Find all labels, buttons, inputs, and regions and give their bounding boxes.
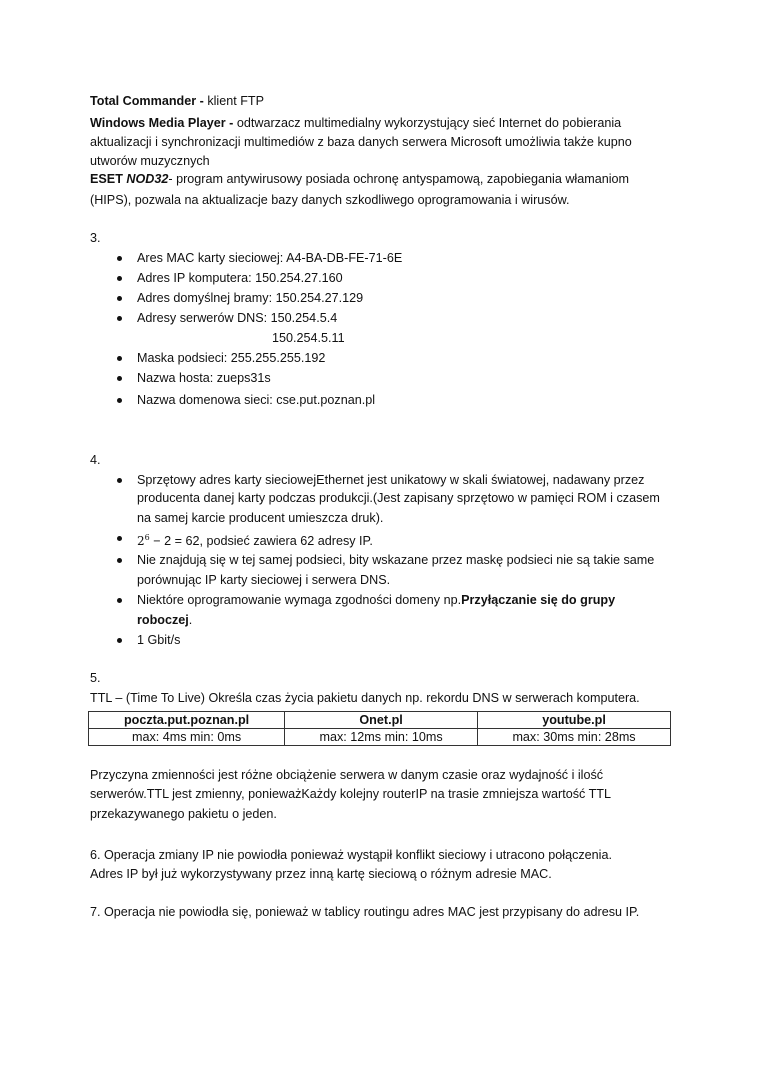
list-item: Adresy serwerów DNS: 150.254.5.4: [137, 311, 338, 325]
list-item: Ares MAC karty sieciowej: A4-BA-DB-FE-71-6E: [137, 251, 403, 265]
wmp-name: Windows Media Player -: [90, 116, 237, 130]
list-item: Adres domyślnej bramy: 150.254.27.129: [137, 291, 364, 305]
eset-desc: - program antywirusowy posiada ochronę antyspamową, zapobiegania włamaniom: [168, 172, 630, 186]
bullet: [117, 296, 122, 301]
list-item-line: na samej karcie producent umieszcza druk).: [137, 511, 384, 525]
bullet: [117, 638, 122, 643]
bullet: [117, 478, 122, 483]
bullet: [117, 376, 122, 381]
list-item: Nazwa domenowa sieci: cse.put.poznan.pl: [137, 393, 376, 407]
tc-line: [90, 91, 264, 111]
ttl-table: [88, 711, 671, 746]
tc-name: Total Commander -: [90, 94, 208, 108]
table-row: [89, 729, 671, 746]
section-4-number: 4.: [90, 453, 101, 467]
bullet: [117, 356, 122, 361]
table-header-row: [89, 712, 671, 729]
bullet: [117, 558, 122, 563]
bullet: [117, 256, 122, 261]
section-5-number: 5.: [90, 671, 101, 685]
section-3-number: 3.: [90, 231, 101, 245]
table-header: youtube.pl: [478, 712, 671, 729]
eset-desc-2: (HIPS), pozwala na aktualizacje bazy danych szkodliwego oprogramowania i wirusów.: [90, 193, 570, 207]
list-item: Adres IP komputera: 150.254.27.160: [137, 271, 343, 285]
eset-line: [90, 169, 629, 189]
list-item: Niektóre oprogramowanie wymaga zgodności domeny np.Przyłączanie się do grupy: [137, 593, 616, 607]
bullet: [117, 276, 122, 281]
eset-product: NOD32: [126, 172, 169, 186]
table-cell: max: 12ms min: 10ms: [285, 729, 478, 746]
formula-item: $2^6 - 2 = 62$, podsieć zawiera 62 adresy IP.: [137, 533, 373, 548]
list-item: Nie znajdują się w tej samej podsieci, bity wskazane przez maskę podsieci nie są takie same: [137, 553, 655, 567]
bullet: [117, 398, 122, 403]
paragraph-line: przekazywanego pakietu o jeden.: [90, 807, 277, 821]
table-header: Onet.pl: [285, 712, 478, 729]
bullet: [117, 316, 122, 321]
section-6-line: 6. Operacja zmiany IP nie powiodła ponieważ wystąpił konflikt sieciowy i utracono połączenia.: [90, 848, 612, 862]
list-item-continuation: 150.254.5.11: [272, 331, 345, 345]
paragraph-line: serwerów.TTL jest zmienny, ponieważKażdy kolejny routerIP na trasie zmniejsza wartość TTL: [90, 787, 611, 801]
tc-desc: klient FTP: [207, 94, 265, 108]
table-cell: max: 30ms min: 28ms: [478, 729, 671, 746]
paragraph-line: Przyczyna zmienności jest różne obciążenie serwera w danym czasie oraz wydajność i ilość: [90, 768, 604, 782]
list-item-line: roboczej.: [137, 613, 193, 627]
wmp-desc-2: aktualizacji i synchronizacji multimediów z baza danych serwera Microsoft umożliwia także kupno: [90, 135, 632, 149]
list-item: Maska podsieci: 255.255.255.192: [137, 351, 326, 365]
list-item: Sprzętowy adres karty sieciowejEthernet jest unikatowy w skali światowej, nadawany przez: [137, 473, 645, 487]
list-item-line: producenta danej karty podczas produkcji.(Jest zapisany sprzętowo w pamięci ROM i czasem: [137, 491, 660, 505]
wmp-line: [90, 113, 621, 133]
section-7-line: 7. Operacja nie powiodła się, ponieważ w tablicy routingu adres MAC jest przypisany do adresu IP.: [90, 905, 640, 919]
ttl-definition: TTL – (Time To Live) Określa czas życia pakietu danych np. rekordu DNS w serwerach komputera.: [90, 691, 640, 705]
list-item-line: porównując IP karty sieciowej i serwera DNS.: [137, 573, 391, 587]
table-cell: max: 4ms min: 0ms: [89, 729, 285, 746]
list-item: Nazwa hosta: zueps31s: [137, 371, 271, 385]
wmp-desc-3: utworów muzycznych: [90, 154, 210, 168]
wmp-desc: odtwarzacz multimedialny wykorzystujący sieć Internet do pobierania: [236, 116, 622, 130]
table-header: poczta.put.poznan.pl: [89, 712, 285, 729]
bullet: [117, 598, 122, 603]
eset-name: ESET: [90, 172, 127, 186]
section-6-line: Adres IP był już wykorzystywany przez inną kartę sieciową o różnym adresie MAC.: [90, 867, 552, 881]
list-item: 1 Gbit/s: [137, 633, 181, 647]
bullet: [117, 536, 122, 541]
